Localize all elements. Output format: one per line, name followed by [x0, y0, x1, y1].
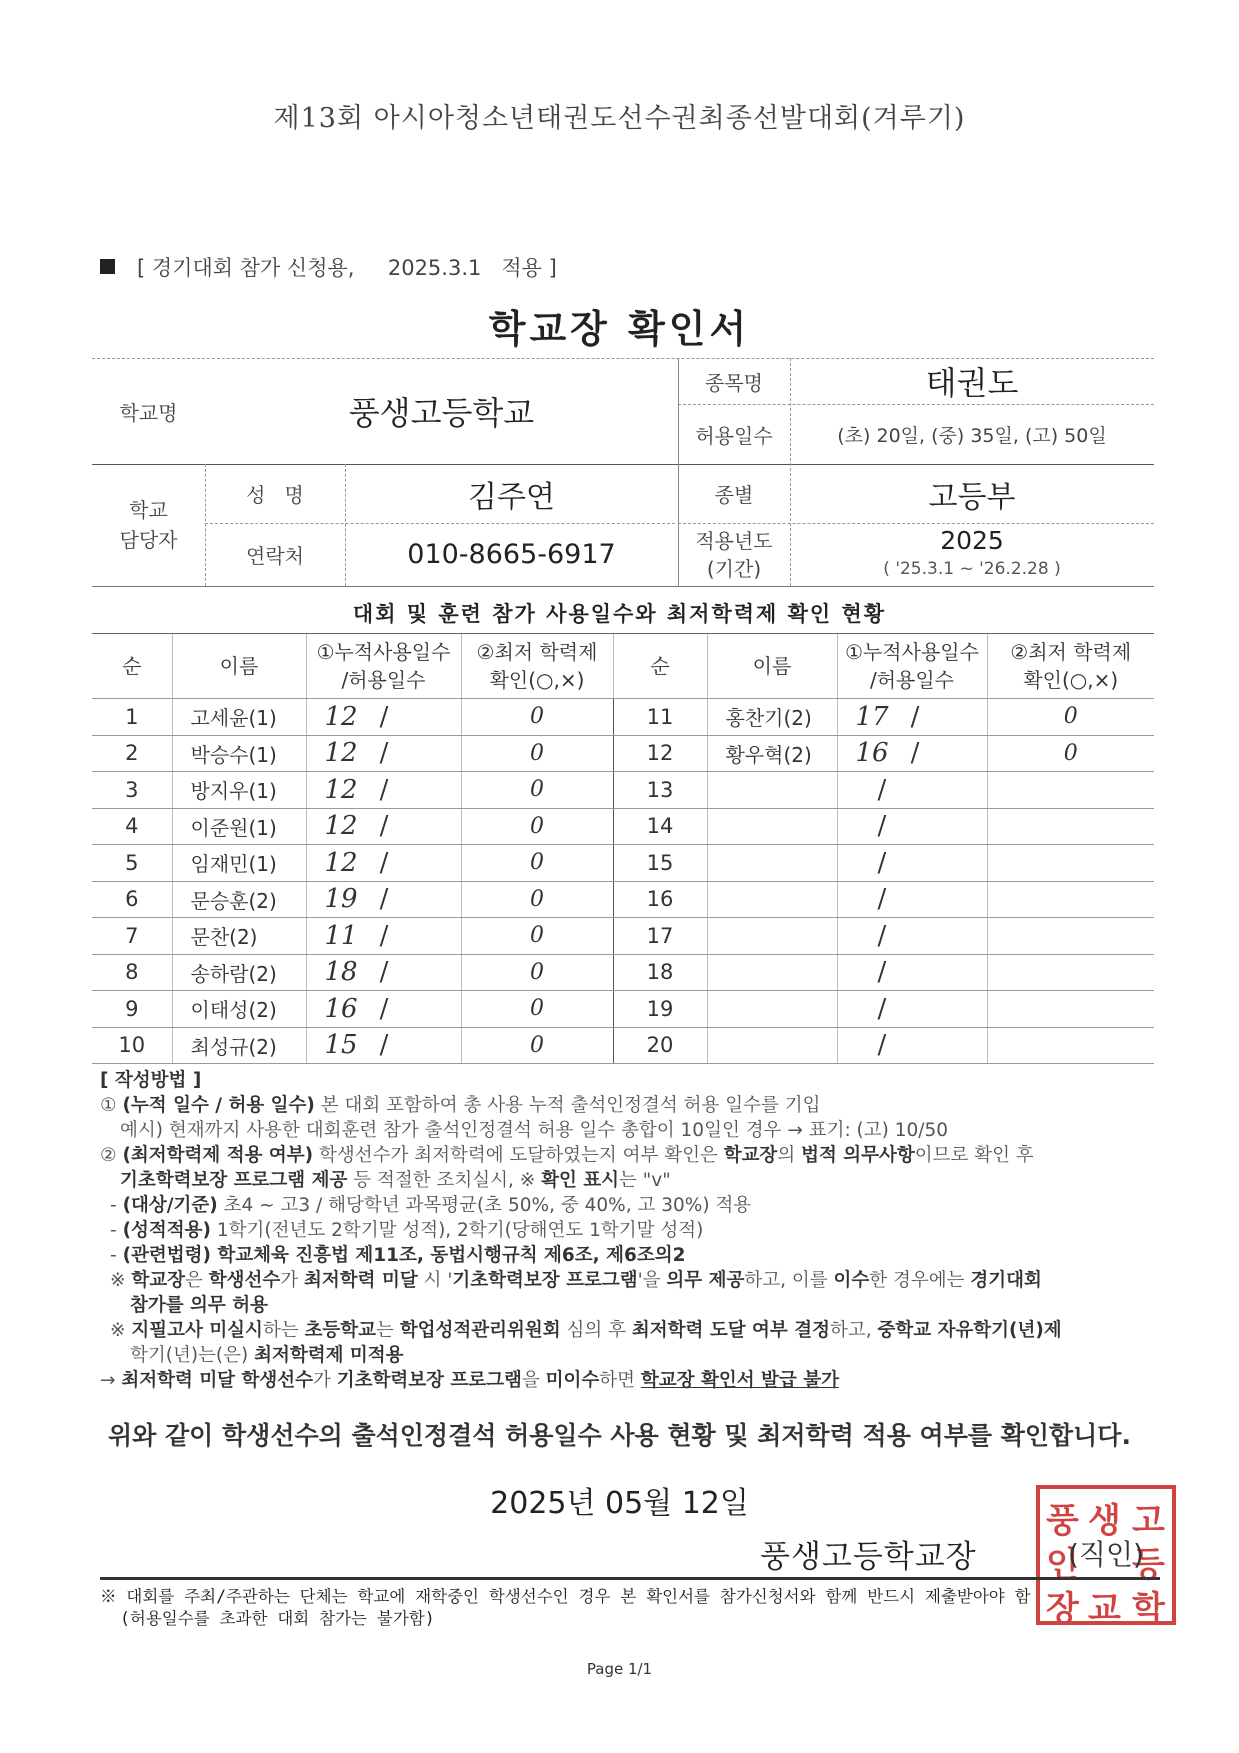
min-academic-check: 0 [461, 954, 613, 991]
table-row [92, 699, 1154, 736]
row-number: 17 [613, 918, 707, 955]
athlete-name [707, 954, 837, 991]
used-days-cell [837, 991, 987, 1028]
application-note [100, 252, 557, 282]
athlete-name [707, 881, 837, 918]
used-days-cell [837, 772, 987, 809]
col-check-right [987, 634, 1154, 699]
used-days-slash: / [877, 774, 887, 805]
row-number: 16 [613, 881, 707, 918]
min-academic-check [987, 1027, 1154, 1064]
year-label [678, 523, 790, 586]
used-days-cell [837, 1027, 987, 1064]
athlete-name [707, 918, 837, 955]
year-label-line1: 적용년도 [695, 528, 773, 553]
min-academic-check: 0 [461, 991, 613, 1028]
seal-char: 풍 [1046, 1501, 1079, 1541]
used-days-slash: / [877, 884, 887, 915]
row-number: 8 [92, 954, 172, 991]
instruction-line: 참가를 의무 허용 [130, 1295, 268, 1316]
instruction-line: ※ 학교장은 학생선수가 최저학력 미달 시 '기초학력보장 프로그램'을 의무 제공하고, 이를 이수한 경우에는 경기대회 [110, 1270, 1042, 1291]
col-no-right: 순 [613, 634, 707, 699]
col-used [306, 634, 461, 699]
seal-char: 인 [1046, 1545, 1079, 1585]
used-days-slash: / [379, 993, 389, 1024]
year-label-line2: (기간) [706, 556, 762, 581]
square-bullet-icon [100, 259, 115, 274]
seal-char: 생 [1088, 1501, 1121, 1541]
col-used-right [837, 634, 987, 699]
used-days-slash: / [379, 701, 389, 732]
used-days-cell [837, 808, 987, 845]
used-days-value: 18 [324, 957, 358, 988]
confirmation-statement: 위와 같이 학생선수의 출석인정결석 허용일수 사용 현황 및 최저학력 적용 여부를 확인합니다. [108, 1421, 1131, 1450]
athlete-name: 황우혁(2) [707, 735, 837, 772]
used-days-slash: / [379, 1030, 389, 1061]
name-label: 성 명 [246, 483, 304, 507]
row-number: 6 [92, 881, 172, 918]
sport-value: 태권도 [925, 364, 1019, 402]
used-days-value: 11 [324, 920, 358, 951]
used-days-cell [306, 808, 461, 845]
col-used-line2: /허용일수 [341, 668, 426, 692]
used-days-slash: / [379, 811, 389, 842]
used-days-cell [837, 735, 987, 772]
seal-char: 고 [1132, 1501, 1165, 1541]
event-title: 제13회 아시아청소년태권도선수권최종선발대회(겨루기) [273, 103, 966, 134]
athlete-name: 문찬(2) [172, 918, 306, 955]
manager-label-line1: 학교 [129, 498, 168, 522]
instruction-line: ① (누적 일수 / 허용 일수) 본 대회 포함하여 총 사용 누적 출석인정결석 허용 일수를 기입 [100, 1095, 821, 1116]
used-days-cell [837, 954, 987, 991]
name-value: 김주연 [468, 479, 555, 515]
col-check-right-line2: 확인(○,×) [1023, 668, 1119, 692]
used-days-value: 12 [324, 774, 358, 805]
used-days-cell [306, 772, 461, 809]
col-used-right-line1: ①누적사용일수 [845, 640, 979, 664]
athlete-name: 이태성(2) [172, 991, 306, 1028]
instruction-line: - (대상/기준) 초4 ~ 고3 / 해당학년 과목평균(초 50%, 중 40%, 고 30%) 적용 [110, 1195, 752, 1216]
manager-label-line2: 담당자 [119, 528, 178, 552]
instructions [100, 1068, 1160, 1393]
row-number: 10 [92, 1027, 172, 1064]
row-number: 5 [92, 845, 172, 882]
instructions-heading: [ 작성방법 ] [100, 1070, 202, 1091]
used-days-slash: / [379, 884, 389, 915]
row-number: 18 [613, 954, 707, 991]
used-days-slash: / [910, 701, 920, 732]
col-check-right-line1: ②최저 학력제 [1010, 640, 1132, 664]
year-value-year: 2025 [940, 525, 1004, 555]
bottom-divider [100, 1577, 1160, 1580]
used-days-slash: / [379, 847, 389, 878]
used-days-cell [306, 991, 461, 1028]
col-check-line1: ②최저 학력제 [476, 640, 598, 664]
row-number: 12 [613, 735, 707, 772]
instruction-line: - (관련법령) 학교체육 진흥법 제11조, 동법시행규칙 제6조, 제6조의2 [110, 1245, 686, 1266]
col-used-right-line2: /허용일수 [869, 668, 955, 692]
instruction-line: - (성적적용) 1학기(전년도 2학기말 성적), 2학기(당해연도 1학기말 성적) [110, 1220, 704, 1241]
used-days-slash: / [877, 847, 887, 878]
manager-label [92, 464, 205, 586]
min-academic-check: 0 [461, 881, 613, 918]
athlete-name: 최성규(2) [172, 1027, 306, 1064]
principal-title: 풍생고등학교장 [760, 1539, 977, 1575]
col-name: 이름 [172, 634, 306, 699]
used-days-slash: / [877, 811, 887, 842]
col-name-right: 이름 [707, 634, 837, 699]
table-row [92, 881, 1154, 918]
instruction-line: 기초학력보장 프로그램 제공 등 적절한 조치실시, ※ 확인 표시는 "v" [120, 1170, 671, 1191]
row-number: 4 [92, 808, 172, 845]
used-days-cell [306, 881, 461, 918]
table-row [92, 954, 1154, 991]
school-name-value: 풍생고등학교 [348, 394, 535, 432]
used-days-value: 15 [324, 1030, 358, 1061]
used-days-cell [306, 699, 461, 736]
min-academic-check [987, 772, 1154, 809]
min-academic-check: 0 [461, 918, 613, 955]
athlete-name: 이준원(1) [172, 808, 306, 845]
used-days-value: 16 [855, 738, 889, 769]
school-name-label: 학교명 [119, 400, 178, 425]
row-number: 9 [92, 991, 172, 1028]
table-row [92, 772, 1154, 809]
used-days-cell [306, 1027, 461, 1064]
used-days-value: 12 [324, 847, 358, 878]
row-number: 3 [92, 772, 172, 809]
athlete-name: 문승훈(2) [172, 881, 306, 918]
row-number: 14 [613, 808, 707, 845]
used-days-cell [306, 845, 461, 882]
min-academic-check [987, 845, 1154, 882]
used-days-slash: / [877, 920, 887, 951]
roster-table [92, 633, 1154, 1064]
col-check [461, 634, 613, 699]
used-days-cell [306, 918, 461, 955]
min-academic-check: 0 [461, 1027, 613, 1064]
used-days-cell [837, 699, 987, 736]
min-academic-check: 0 [461, 735, 613, 772]
used-days-slash: / [877, 957, 887, 988]
min-academic-check: 0 [461, 808, 613, 845]
seal-char: 학 [1132, 1589, 1165, 1629]
division-value: 고등부 [928, 479, 1016, 515]
athlete-name [707, 1027, 837, 1064]
table-row [92, 918, 1154, 955]
row-number: 20 [613, 1027, 707, 1064]
used-days-slash: / [379, 920, 389, 951]
table-row [92, 845, 1154, 882]
athlete-name: 송하람(2) [172, 954, 306, 991]
used-days-value: 12 [324, 811, 358, 842]
used-days-slash: / [877, 1030, 887, 1061]
used-days-value: 17 [855, 701, 889, 732]
seal-label: (직인) [1068, 1538, 1144, 1571]
table-row [92, 991, 1154, 1028]
allowed-days-value: (초) 20일, (중) 35일, (고) 50일 [837, 424, 1107, 447]
sport-label: 종목명 [705, 370, 763, 395]
min-academic-check: 0 [987, 699, 1154, 736]
row-number: 19 [613, 991, 707, 1028]
col-check-line2: 확인(○,×) [489, 668, 585, 692]
instruction-line: ※ 지필고사 미실시하는 초등학교는 학업성적관리위원회 심의 후 최저학력 도달 여부 결정하고, 중학교 자유학기(년)제 [110, 1320, 1062, 1341]
row-number: 13 [613, 772, 707, 809]
min-academic-check [987, 881, 1154, 918]
contact-value: 010-8665-6917 [407, 539, 616, 570]
seal-char: 장 [1046, 1589, 1079, 1629]
athlete-name: 박승수(1) [172, 735, 306, 772]
min-academic-check: 0 [461, 699, 613, 736]
used-days-value: 12 [324, 701, 358, 732]
row-number: 15 [613, 845, 707, 882]
min-academic-check [987, 918, 1154, 955]
instruction-line: → 최저학력 미달 학생선수가 기초학력보장 프로그램을 미이수하면 학교장 확인서 발급 불가 [100, 1370, 839, 1391]
used-days-cell [837, 881, 987, 918]
seal-char: 교 [1088, 1589, 1121, 1629]
used-days-slash: / [379, 738, 389, 769]
used-days-cell [306, 735, 461, 772]
used-days-slash: / [910, 738, 920, 769]
year-value-period: ( '25.3.1 ~ '26.2.28 ) [883, 558, 1061, 579]
athlete-name: 방지우(1) [172, 772, 306, 809]
athlete-name: 임재민(1) [172, 845, 306, 882]
used-days-slash: / [877, 993, 887, 1024]
row-number: 1 [92, 699, 172, 736]
min-academic-check: 0 [461, 845, 613, 882]
used-days-cell [837, 845, 987, 882]
section-title: 대회 및 훈련 참가 사용일수와 최저학력제 확인 현황 [352, 602, 887, 626]
row-number: 7 [92, 918, 172, 955]
athlete-name: 고세윤(1) [172, 699, 306, 736]
seal-char: 등 [1132, 1545, 1165, 1585]
instruction-line: 예시) 현재까지 사용한 대회훈련 참가 출석인정결석 허용 일수 총합이 10일인 경우 → 표기: (고) 10/50 [120, 1120, 949, 1141]
col-no: 순 [92, 634, 172, 699]
min-academic-check: 0 [461, 772, 613, 809]
min-academic-check [987, 991, 1154, 1028]
document-title: 학교장 확인서 [488, 307, 751, 351]
used-days-value: 16 [324, 993, 358, 1024]
athlete-name [707, 808, 837, 845]
page-number: Page 1/1 [586, 1660, 653, 1678]
bottom-note-line2: (허용일수를 초과한 대회 참가는 불가함) [120, 1609, 435, 1628]
used-days-slash: / [379, 774, 389, 805]
used-days-cell [837, 918, 987, 955]
athlete-name: 홍찬기(2) [707, 699, 837, 736]
bottom-note-line1: ※ 대회를 주최/주관하는 단체는 학교에 재학중인 학생선수인 경우 본 확인서를 참가신청서와 함께 반드시 제출받아야 함 [100, 1587, 1031, 1606]
used-days-value: 12 [324, 738, 358, 769]
application-note-text: [ 경기대회 참가 신청용, 2025.3.1 적용 ] [137, 256, 557, 280]
athlete-name [707, 991, 837, 1028]
table-row [92, 1027, 1154, 1064]
min-academic-check [987, 808, 1154, 845]
division-label: 종별 [714, 483, 754, 507]
row-number: 11 [613, 699, 707, 736]
col-used-line1: ①누적사용일수 [316, 640, 451, 664]
used-days-value: 19 [324, 884, 358, 915]
contact-label: 연락처 [246, 544, 304, 568]
used-days-cell [306, 954, 461, 991]
row-number: 2 [92, 735, 172, 772]
instruction-line: 학기(년)는(은) 최저학력제 미적용 [130, 1345, 404, 1366]
issue-date: 2025년 05월 12일 [490, 1486, 749, 1521]
athlete-name [707, 772, 837, 809]
allowed-days-label: 허용일수 [695, 423, 773, 448]
athlete-name [707, 845, 837, 882]
used-days-slash: / [379, 957, 389, 988]
min-academic-check: 0 [987, 735, 1154, 772]
roster-header-row [92, 634, 1154, 699]
min-academic-check [987, 954, 1154, 991]
year-value [790, 523, 1154, 586]
table-row [92, 735, 1154, 772]
table-row [92, 808, 1154, 845]
bottom-note [100, 1586, 1170, 1630]
instruction-line: ② (최저학력제 적용 여부) 학생선수가 최저학력에 도달하였는지 여부 확인은 학교장의 법적 의무사항이므로 확인 후 [100, 1145, 1034, 1166]
